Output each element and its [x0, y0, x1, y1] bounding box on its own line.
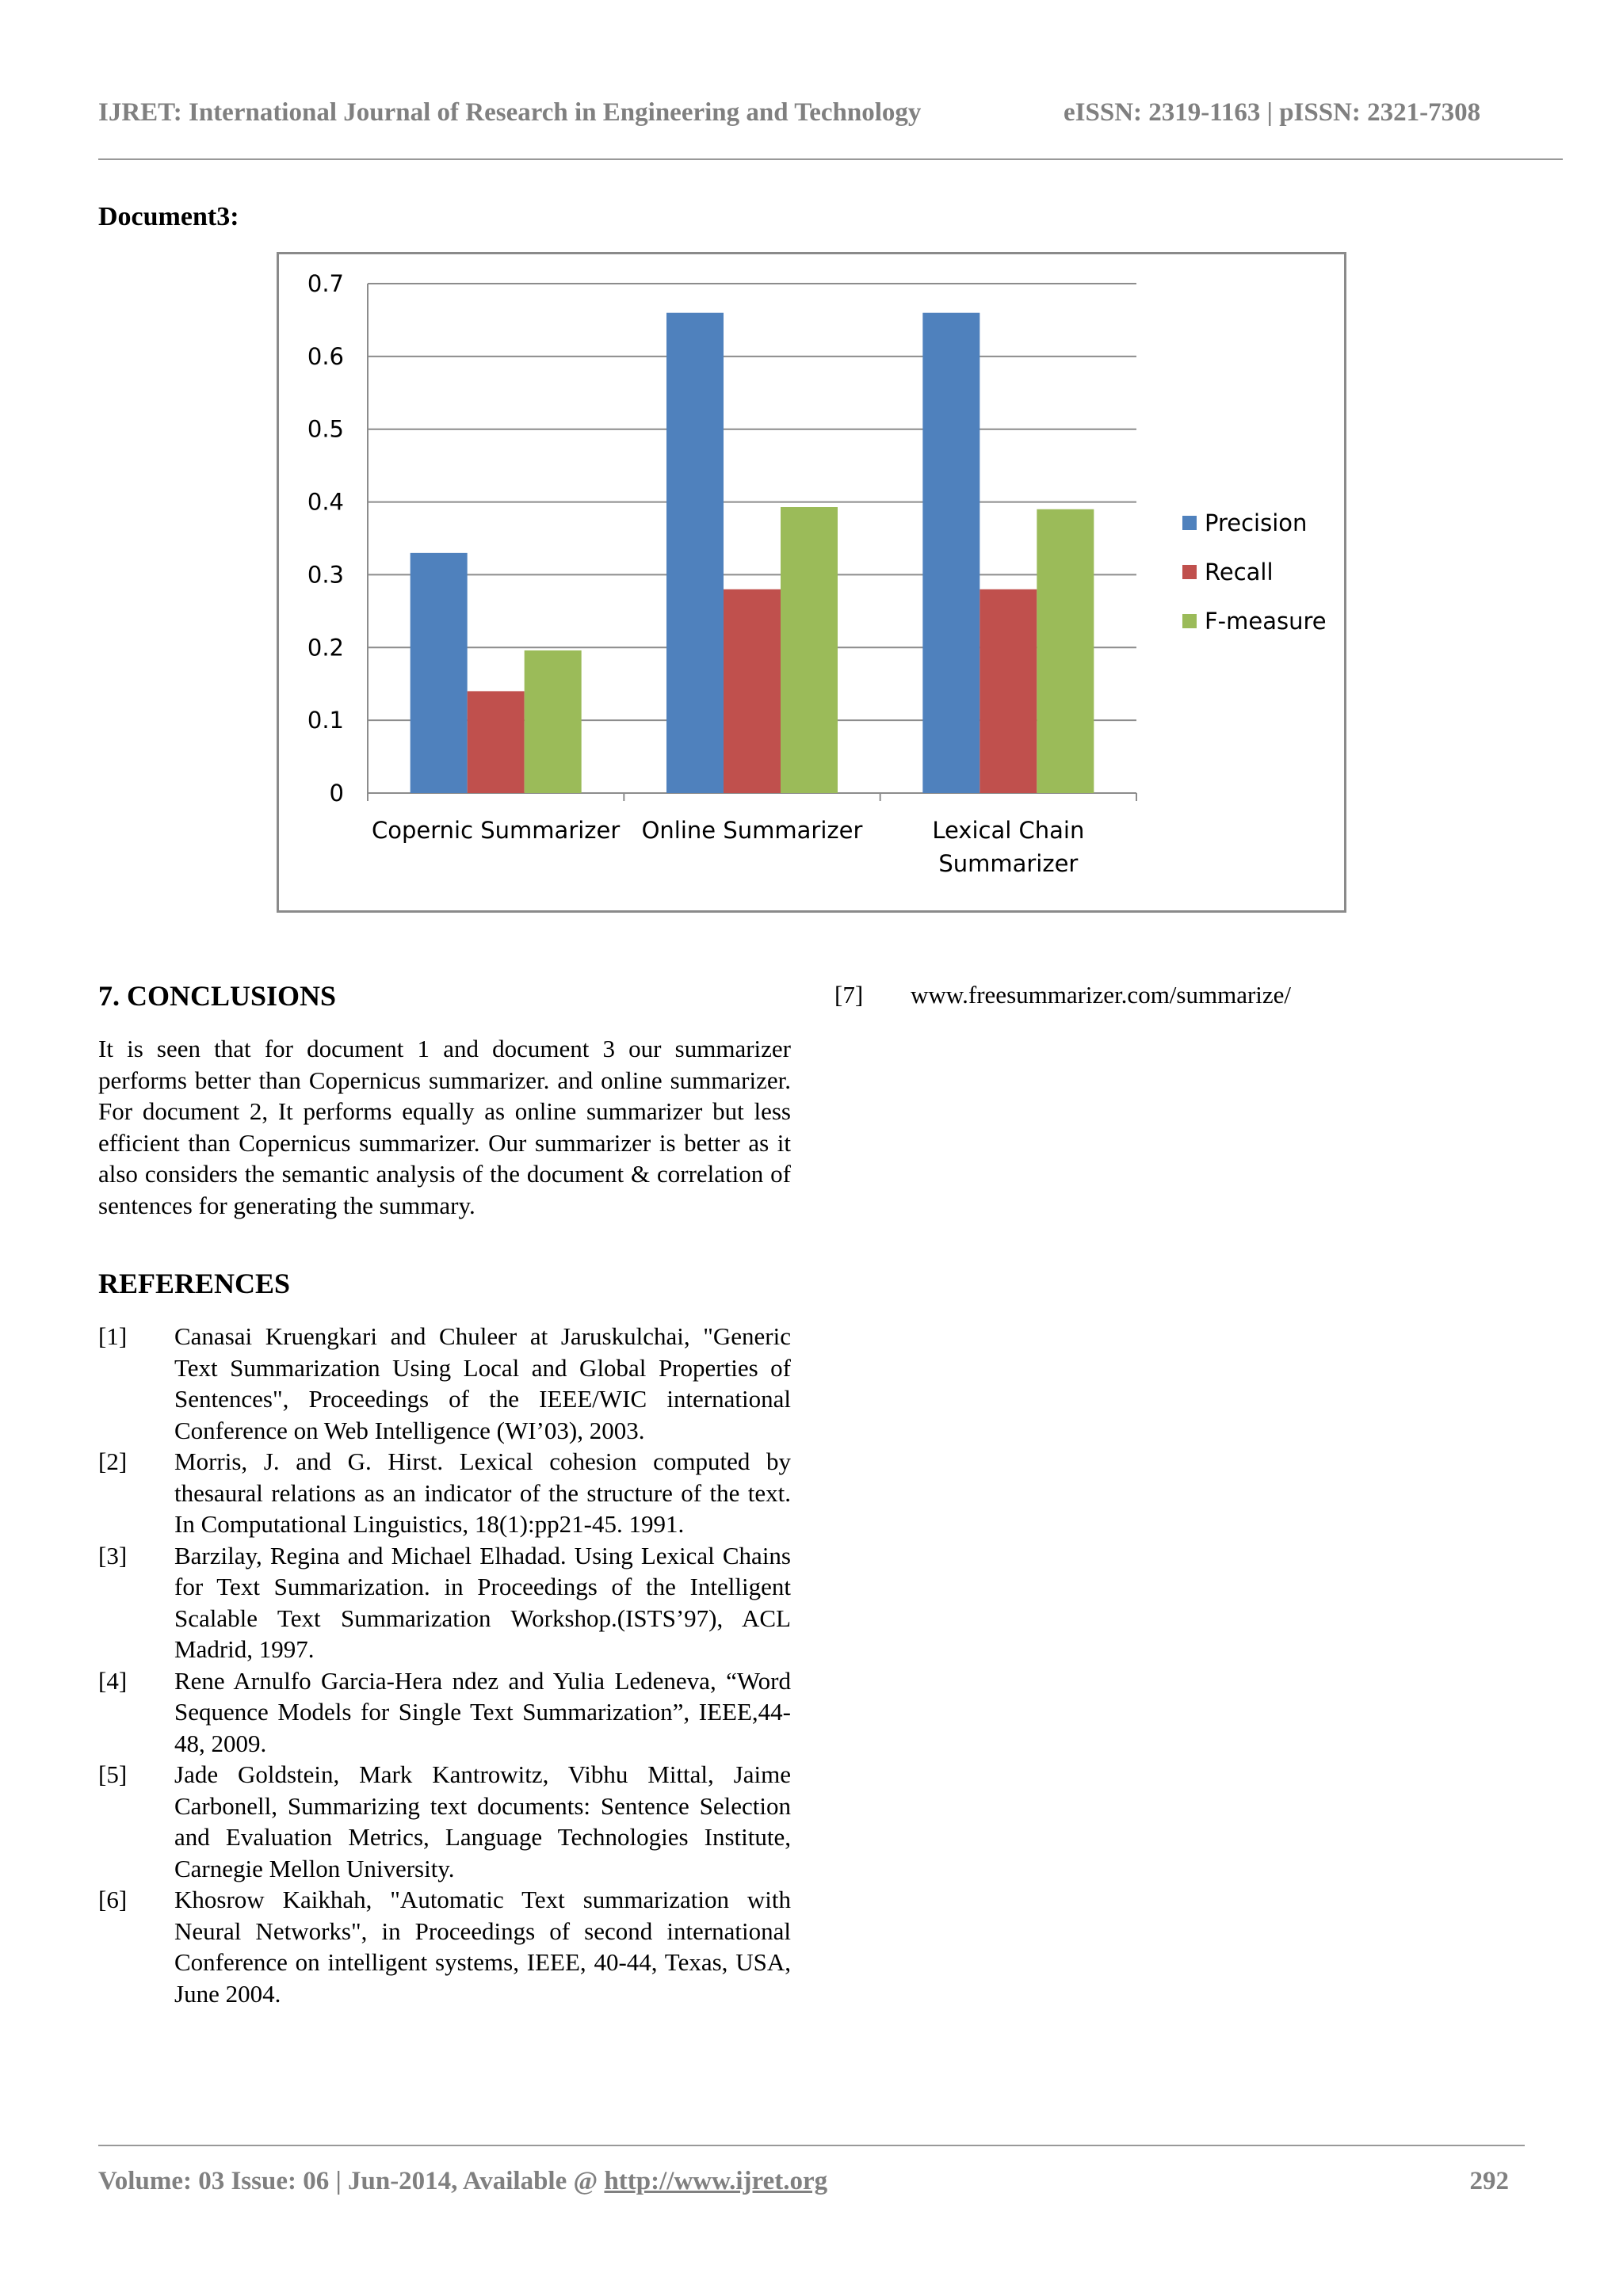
reference-item — [98, 1321, 791, 1446]
legend-swatch — [1182, 614, 1197, 628]
bar-recall — [980, 589, 1037, 793]
reference-list — [98, 1321, 791, 2009]
reference-number: [2] — [98, 1447, 128, 1475]
reference-item — [98, 1884, 791, 2009]
figure-label: Document3: — [98, 202, 239, 231]
reference-item — [98, 1665, 791, 1760]
reference-list-continued — [834, 979, 1528, 1011]
reference-number: [7] — [834, 981, 864, 1009]
bar-precision — [922, 313, 980, 793]
references-section — [98, 1267, 791, 2009]
legend-label: F-measure — [1205, 608, 1327, 635]
journal-link[interactable]: http://www.ijret.org — [604, 2167, 828, 2195]
references-heading: REFERENCES — [98, 1268, 291, 1299]
conclusions-heading: 7. CONCLUSIONS — [98, 980, 337, 1012]
x-category-label: Lexical Chain — [932, 817, 1085, 844]
y-tick-label: 0.5 — [307, 415, 344, 443]
legend-label: Precision — [1205, 509, 1308, 536]
reference-number: [5] — [98, 1760, 128, 1788]
journal-title: IJRET: International Journal of Research in Engineering and Technology — [98, 98, 922, 127]
bar-f-measure — [781, 507, 838, 793]
reference-number: [1] — [98, 1322, 128, 1350]
legend-swatch — [1182, 516, 1197, 530]
right-column — [834, 979, 1528, 1011]
issn-info: eISSN: 2319-1163 | pISSN: 2321-7308 — [1064, 98, 1481, 127]
reference-text: Khosrow Kaikhah, "Automatic Text summarization with Neural Networks", in Proceedings of second international Conference on intelligent systems, IEEE, 40-44, Texas, USA, June 2004. — [174, 1886, 791, 2008]
y-tick-label: 0.6 — [307, 342, 344, 370]
bar-f-measure — [525, 650, 582, 793]
reference-text: Morris, J. and G. Hirst. Lexical cohesion computed by thesaural relations as an indicator of the structure of the text. In Computational Linguistics, 18(1):pp21-45. 1991. — [174, 1447, 791, 1538]
volume-info: Volume: 03 Issue: 06 | Jun-2014, Available @ — [98, 2167, 605, 2195]
reference-text: Canasai Kruengkari and Chuleer at Jaruskulchai, "Generic Text Summarization Using Local and Global Properties of Sentences", Proceedings of the IEEE/WIC international Conference on Web Intelligence (WI’03), 2003. — [174, 1322, 791, 1444]
reference-number: [3] — [98, 1541, 128, 1569]
reference-text: Jade Goldstein, Mark Kantrowitz, Vibhu Mittal, Jaime Carbonell, Summarizing text documents: Sentence Selection and Evaluation Metrics, Language Technologies Institute, Carnegie Mellon University. — [174, 1760, 791, 1882]
bar-recall — [468, 691, 525, 793]
footer-rule — [98, 2145, 1525, 2146]
running-footer — [98, 2167, 1525, 2196]
x-category-label: Summarizer — [938, 850, 1079, 877]
y-tick-label: 0.3 — [307, 561, 344, 589]
bar-recall — [724, 589, 781, 793]
legend-swatch — [1182, 565, 1197, 579]
running-header — [98, 98, 1525, 128]
reference-item — [834, 979, 1528, 1011]
reference-text: Rene Arnulfo Garcia-Hera ndez and Yulia Ledeneva, “Word Sequence Models for Single Text Summarization”, IEEE,44-48, 2009. — [174, 1666, 791, 1757]
header-rule — [98, 158, 1563, 160]
reference-item — [98, 1759, 791, 1884]
y-tick-label: 0.2 — [307, 634, 344, 662]
bar-f-measure — [1037, 509, 1094, 793]
x-category-label: Copernic Summarizer — [372, 817, 621, 844]
reference-item — [98, 1446, 791, 1540]
reference-text: www.freesummarizer.com/summarize/ — [911, 981, 1292, 1009]
chart-canvas — [279, 254, 1344, 910]
y-tick-label: 0 — [329, 780, 344, 807]
reference-text: Barzilay, Regina and Michael Elhadad. Using Lexical Chains for Text Summarization. in Proceedings of the Intelligent Scalable Text Summarization Workshop.(ISTS’97), ACL Madrid, 1997. — [174, 1541, 791, 1663]
y-tick-label: 0.7 — [307, 270, 344, 297]
legend-label: Recall — [1205, 559, 1274, 585]
reference-number: [4] — [98, 1666, 128, 1695]
bar-chart — [277, 252, 1346, 913]
bar-precision — [666, 313, 724, 793]
x-category-label: Online Summarizer — [641, 817, 863, 844]
y-tick-label: 0.1 — [307, 707, 344, 734]
bar-precision — [411, 553, 468, 793]
left-column — [98, 979, 791, 2009]
y-tick-label: 0.4 — [307, 488, 344, 516]
reference-item — [98, 1540, 791, 1665]
reference-number: [6] — [98, 1886, 128, 1913]
conclusions-text: It is seen that for document 1 and document 3 our summarizer performs better than Copernicus summarizer. and online summarizer. For document 2, It performs equally as online summarizer but less efficient than Copernicus summarizer. Our summarizer is better as it also considers the semantic analysis of the document & correlation of sentences for generating the summary. — [98, 1035, 791, 1219]
page-number: 292 — [1469, 2167, 1509, 2195]
